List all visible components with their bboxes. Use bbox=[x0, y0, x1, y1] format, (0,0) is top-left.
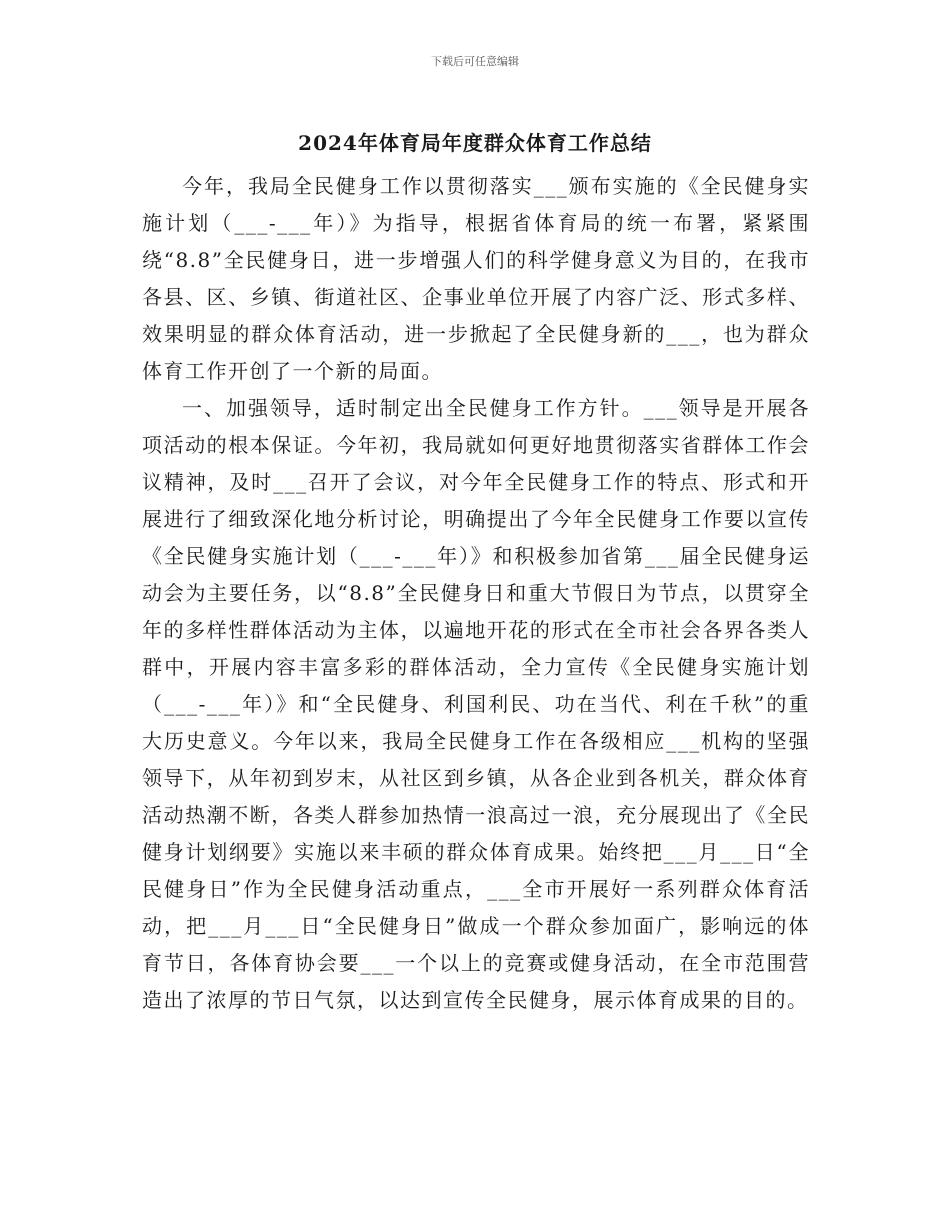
paragraph-section-1: 一、加强领导，适时制定出全民健身工作方针。___领导是开展各项活动的根本保证。今年初，我局就如何更好地贯彻落实省群体工作会议精神，及时___召开了会议，对今年全民健身工作的特点、形式和开展进行了细致深化地分析讨论，明确提出了今年全民健身工作要以宣传《全民健身实施计划（___-___年）》和积极参加省第___届全民健身运动会为主要任务，以“8.8”全民健身日和重大节假日为节点，以贯穿全年的多样性群体活动为主体，以遍地开花的形式在全市社会各界各类人群中，开展内容丰富多彩的群体活动，全力宣传《全民健身实施计划（___-___年）》和“全民健身、利国利民、功在当代、利在千秋”的重大历史意义。今年以来，我局全民健身工作在各级相应___机构的坚强领导下，从年初到岁末，从社区到乡镇，从各企业到各机关，群众体育活动热潮不断，各类人群参加热情一浪高过一浪，充分展现出了《全民健身计划纲要》实施以来丰硕的群众体育成果。始终把___月___日“全民健身日”作为全民健身活动重点，___全市开展好一系列群众体育活动，把___月___日“全民健身日”做成一个群众参加面广，影响远的体育节日，各体育协会要___一个以上的竞赛或健身活动，在全市范围营造出了浓厚的节日气氛，以达到宣传全民健身，展示体育成果的目的。 bbox=[142, 396, 810, 1012]
document-title: 2024年体育局年度群众体育工作总结 bbox=[298, 131, 652, 155]
document-body bbox=[142, 168, 810, 1019]
download-note: 下载后可任意编辑 bbox=[431, 55, 519, 68]
paragraph-intro: 今年，我局全民健身工作以贯彻落实___颁布实施的《全民健身实施计划（___-___年）》为指导，根据省体育局的统一布署，紧紧围绕“8.8”全民健身日，进一步增强人们的科学健身意义为目的，在我市各县、区、乡镇、街道社区、企事业单位开展了内容广泛、形式多样、效果明显的群众体育活动，进一步掀起了全民健身新的___，也为群众体育工作开创了一个新的局面。 bbox=[142, 174, 810, 383]
